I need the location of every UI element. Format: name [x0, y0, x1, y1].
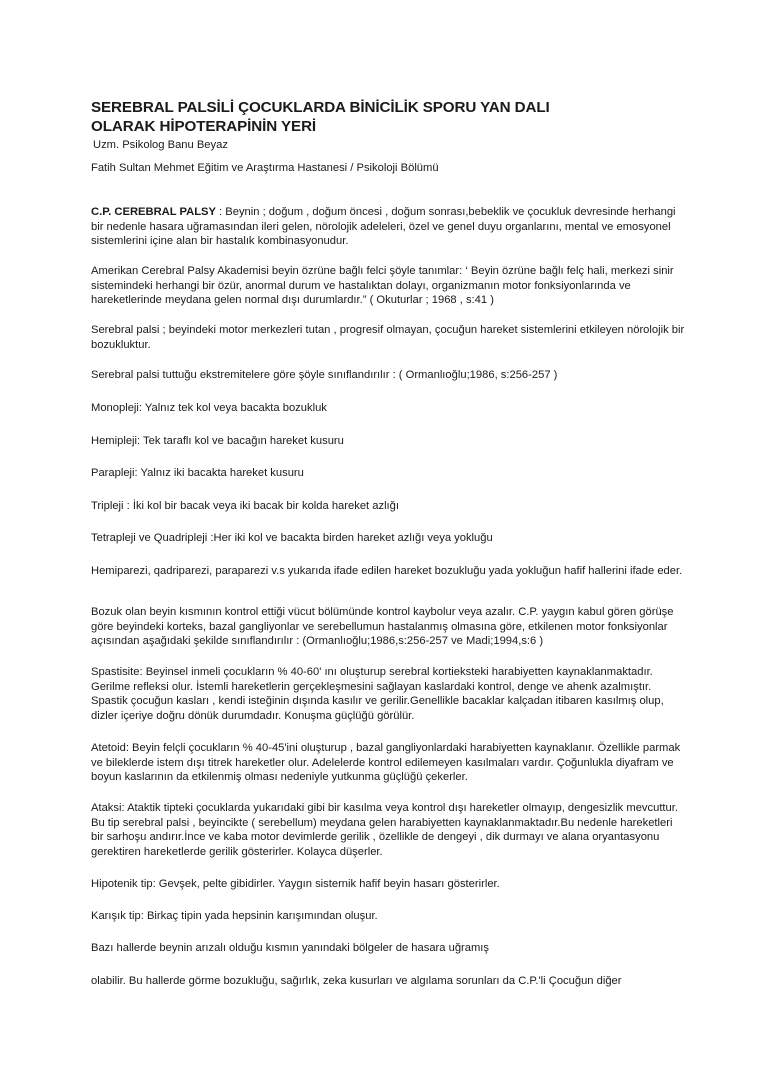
cp-definition-lead: C.P. CEREBRAL PALSY — [91, 206, 216, 218]
paragraph-8: Tetrapleji ve Quadripleji :Her iki kol ve bacakta birden hareket azlığı veya yokluğu — [91, 532, 493, 544]
paragraph-3: Serebral palsi tuttuğu ekstremitelere göre şöyle sınıflandırılır : ( Ormanlıoğlu;1986, s:256-257 ) — [91, 369, 558, 381]
paragraph-12: Atetoid: Beyin felçli çocukların % 40-45'ini oluşturup , bazal gangliyonlardaki harabiyetten kaynaklanır. Özellikle parmak ve bileklerde istem dışı titrek hareketler olur. Adelelerde kontrol edilemeyen kasılmaları vardır. Çoğunlukla diyafram ve boyun kaslarının da etkilenmiş olması nedeniyle yutkunma güçlüğü çekerler. — [91, 742, 681, 784]
paragraph-17: olabilir. Bu hallerde görme bozukluğu, sağırlık, zeka kusurları ve algılama sorunları da C.P.'li Çocuğun diğer — [91, 975, 622, 987]
affiliation-line: Fatih Sultan Mehmet Eğitim ve Araştırma Hastanesi / Psikoloji Bölümü — [91, 162, 439, 174]
paragraph-2: Serebral palsi ; beyindeki motor merkezleri tutan , progresif olmayan, çocuğun hareket sistemlerini etkileyen nörolojik bir bozukluktur. — [91, 324, 685, 351]
cp-definition-text: : Beynin ; doğum , doğum öncesi , doğum sonrası,bebeklik ve çocukluk devresinde herhangi bir nedenle hasara uğramasından ileri gelen, nörolojik adeleleri, özel ve genel duyu organlarını, mental ve emosyonel sistemlerini içine alan bir hastalık kombinasyonudur. — [91, 206, 676, 248]
paragraph-15: Karışık tip: Birkaç tipin yada hepsinin karışımından oluşur. — [91, 910, 378, 922]
paragraph-10: Bozuk olan beyin kısmının kontrol ettiği vücut bölümünde kontrol kaybolur veya azalır. C.P. yaygın kabul gören görüşe göre beyindeki korteks, bazal gangliyonlar ve serebellumun hastalanmış olmasına göre, etkilenen motor fonksiyonlar açısından aşağıdaki şekilde sınıflandırılır : (Ormanlıoğlu;1986,s:256-257 ve Madi;1994,s:6 ) — [91, 606, 674, 648]
paragraph-16: Bazı hallerde beynin arızalı olduğu kısmın yanındaki bölgeler de hasara uğramış — [91, 942, 490, 954]
author-line: Uzm. Psikolog Banu Beyaz — [93, 139, 228, 151]
paragraph-14: Hipotenik tip: Gevşek, pelte gibidirler. Yaygın sisternik hafif beyin hasarı gösterirler. — [91, 878, 500, 890]
paragraph-11: Spastisite: Beyinsel inmeli çocukların % 40-60' ını oluşturup serebral kortieksteki harabiyetten kaynaklanmaktadır. Gerilme refleksi olur. İstemli hareketlerin gerçekleşmesini sağlayan kaslardaki kontrol, denge ve ahenk azalmıştır. Spastik çocuğun kasları , kendi isteğinin dışında kasılır ve gerilir.Genellikle bacaklar kalçadan itibaren kasılmış olup, dizler içeriye doğru dönük durumdadır. Konuşma güçlüğü görülür. — [91, 666, 664, 722]
cp-definition-paragraph — [91, 205, 687, 249]
title-line-2: OLARAK HİPOTERAPİNİN YERİ — [91, 118, 317, 135]
paragraph-5: Hemipleji: Tek taraflı kol ve bacağın hareket kusuru — [91, 435, 344, 447]
title-line-1: SEREBRAL PALSİLİ ÇOCUKLARDA BİNİCİLİK SPORU YAN DALI — [91, 99, 550, 116]
paragraph-6: Parapleji: Yalnız iki bacakta hareket kusuru — [91, 467, 304, 479]
paragraph-13: Ataksi: Ataktik tipteki çocuklarda yukarıdaki gibi bir kasılma veya kontrol dışı hareketler olmayıp, dengesizlik mevcuttur. Bu tip serebral palsi , beyincikte ( serebellum) meydana gelen harabiyetten kaynaklanmaktadır.Bu nedenle hareketleri bir sarhoşu andırır.İnce ve kaba motor devimlerde gerilik , özellikle de dengeyi , dik durmayı ve alana oryantasyonu gerektiren hareketlerde gerilik gösterirler. Kolayca düşerler. — [91, 802, 678, 858]
paragraph-1: Amerikan Cerebral Palsy Akademisi beyin özrüne bağlı felci şöyle tanımlar: ‘ Beyin özrüne bağlı felç hali, merkezi sinir sistemindeki herhangi bir özür, anormal durum ve hastalıktan dolayı, organizmanın motor fonksiyonlarında ve hareketlerinde meydana gelen normal dışı durumlardır.” ( Okuturlar ; 1968 , s:41 ) — [91, 265, 674, 307]
document-title — [91, 98, 711, 136]
paragraph-7: Tripleji : İki kol bir bacak veya iki bacak bir kolda hareket azlığı — [91, 500, 399, 512]
paragraph-4: Monopleji: Yalnız tek kol veya bacakta bozukluk — [91, 402, 327, 414]
paragraph-9: Hemiparezi, qadriparezi, paraparezi v.s yukarıda ifade edilen hareket bozukluğu yada yokluğun hafif hallerini ifade eder. — [91, 565, 683, 577]
